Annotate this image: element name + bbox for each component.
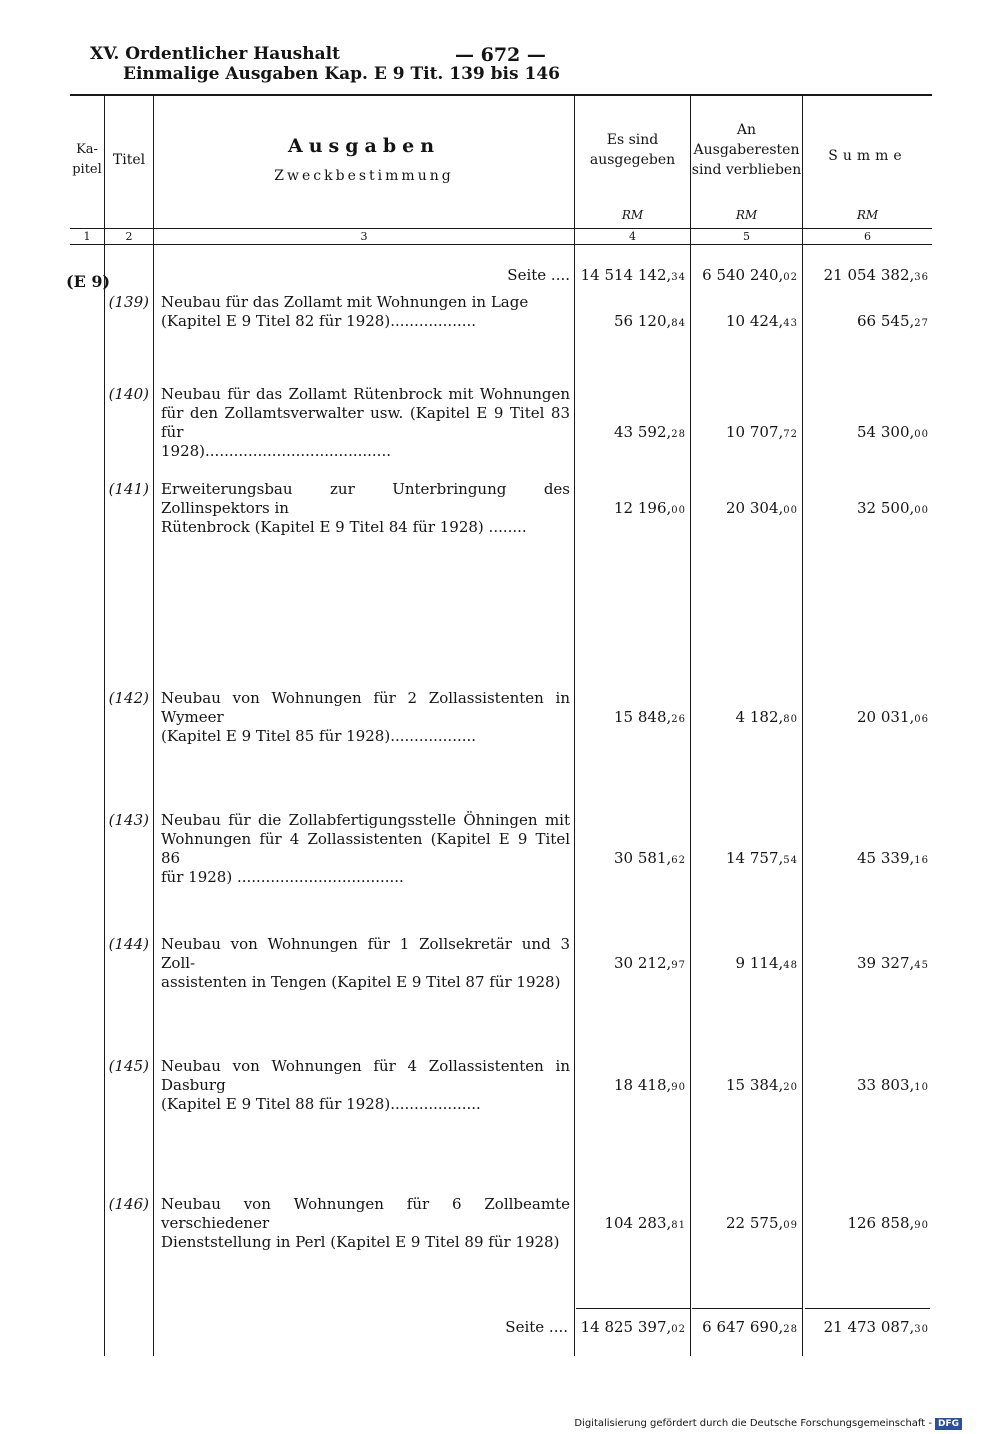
row-titel: (144): [108, 935, 149, 953]
row-description: Neubau für die Zollabfertigungsstelle Öhningen mit Wohnungen für 4 Zollassistenten (Kapitel E 9 Titel 86 für 1928) ...................................: [161, 811, 570, 886]
col-header-verblieben: An Ausgaberesten sind verblieben: [691, 122, 802, 178]
col-number-1: 1: [83, 230, 91, 243]
col-header-summe: Summe: [828, 148, 907, 164]
row-verblieben: 10 424,43: [726, 312, 798, 330]
total-label: Seite ....: [505, 1318, 568, 1336]
row-description: Neubau von Wohnungen für 2 Zollassistenten in Wymeer (Kapitel E 9 Titel 85 für 1928)..................: [161, 689, 570, 745]
row-summe: 66 545,27: [857, 312, 929, 330]
unit-col4: RM: [621, 208, 644, 222]
row-description: Erweiterungsbau zur Unterbringung des Zollinspektors in Rütenbrock (Kapitel E 9 Titel 84 für 1928) ........: [161, 480, 570, 536]
col-number-3: 3: [360, 230, 368, 243]
row-verblieben: 4 182,80: [735, 708, 798, 726]
col-header-zweck: Zweckbestimmung: [274, 168, 454, 184]
row-ausgegeben: 15 848,26: [614, 708, 686, 726]
col-divider-2: [153, 94, 154, 1356]
row-ausgegeben: 18 418,90: [614, 1076, 686, 1094]
row-summe: 54 300,00: [857, 423, 929, 441]
row-verblieben: 15 384,20: [726, 1076, 798, 1094]
row-verblieben: 10 707,72: [726, 423, 798, 441]
row-description: Neubau von Wohnungen für 6 Zollbeamte verschiedener Dienststellung in Perl (Kapitel E 9 Titel 89 für 1928): [161, 1195, 570, 1251]
row-titel: (142): [108, 689, 149, 707]
page-subtitle: Einmalige Ausgaben Kap. E 9 Tit. 139 bis 146: [123, 64, 560, 84]
row-summe: 33 803,10: [857, 1076, 929, 1094]
row-titel: (139): [108, 293, 149, 311]
row-ausgegeben: 12 196,00: [614, 499, 686, 517]
row-ausgegeben: 43 592,28: [614, 423, 686, 441]
row-ausgegeben: 104 283,81: [604, 1214, 686, 1232]
col-divider-4: [690, 94, 691, 1356]
col-divider-3: [574, 94, 575, 1356]
total-rule-5: [692, 1308, 802, 1309]
row-ausgegeben: 30 212,97: [614, 954, 686, 972]
page-number: — 672 —: [455, 44, 546, 66]
unit-col5: RM: [735, 208, 758, 222]
col-header-ausgegeben: Es sind ausgegeben: [589, 132, 676, 168]
total-summe: 21 473 087,30: [823, 1318, 929, 1336]
col-header-ausgaben: Ausgaben: [287, 135, 441, 157]
digitization-credit: [574, 1418, 962, 1430]
col-number-4: 4: [629, 230, 636, 243]
row-verblieben: 22 575,09: [726, 1214, 798, 1232]
dfg-logo: DFG: [935, 1418, 962, 1430]
total-rule-4: [576, 1308, 690, 1309]
row-summe: 20 031,06: [857, 708, 929, 726]
unit-col6: RM: [856, 208, 879, 222]
row-description: Neubau von Wohnungen für 4 Zollassistenten in Dasburg (Kapitel E 9 Titel 88 für 1928)...................: [161, 1057, 570, 1113]
carry-in-summe: 21 054 382,36: [823, 266, 929, 284]
total-ausgegeben: 14 825 397,02: [580, 1318, 686, 1336]
kapitel-label: (E 9): [66, 272, 111, 291]
carry-in-verblieben: 6 540 240,02: [702, 266, 798, 284]
row-verblieben: 20 304,00: [726, 499, 798, 517]
row-verblieben: 14 757,54: [726, 849, 798, 867]
row-summe: 32 500,00: [857, 499, 929, 517]
row-summe: 39 327,45: [857, 954, 929, 972]
row-titel: (143): [108, 811, 149, 829]
total-verblieben: 6 647 690,28: [702, 1318, 798, 1336]
col-header-titel: Titel: [112, 152, 146, 168]
row-description: Neubau für das Zollamt Rütenbrock mit Wohnungen für den Zollamtsverwalter usw. (Kapitel E 9 Titel 83 für 1928).......................................: [161, 385, 570, 460]
row-summe: 45 339,16: [857, 849, 929, 867]
section-title: XV. Ordentlicher Haushalt: [90, 44, 340, 64]
col-header-kapitel: Ka- pitel: [72, 142, 102, 177]
row-ausgegeben: 56 120,84: [614, 312, 686, 330]
col-number-5: 5: [743, 230, 750, 243]
col-divider-5: [802, 94, 803, 1356]
carry-in-ausgegeben: 14 514 142,34: [580, 266, 686, 284]
row-ausgegeben: 30 581,62: [614, 849, 686, 867]
row-titel: (140): [108, 385, 149, 403]
col-number-6: 6: [864, 230, 871, 243]
row-summe: 126 858,90: [847, 1214, 929, 1232]
digitization-credit-text: Digitalisierung gefördert durch die Deutsche Forschungsgemeinschaft -: [574, 1418, 932, 1429]
row-titel: (141): [108, 480, 149, 498]
row-verblieben: 9 114,48: [735, 954, 798, 972]
row-description: Neubau von Wohnungen für 1 Zollsekretär und 3 Zoll- assistenten in Tengen (Kapitel E 9 Titel 87 für 1928): [161, 935, 570, 991]
carry-in-label: Seite ....: [507, 266, 570, 284]
row-titel: (145): [108, 1057, 149, 1075]
col-number-2: 2: [125, 230, 133, 243]
total-rule-6: [805, 1308, 930, 1309]
row-titel: (146): [108, 1195, 149, 1213]
row-description: Neubau für das Zollamt mit Wohnungen in Lage (Kapitel E 9 Titel 82 für 1928)..................: [161, 293, 529, 330]
